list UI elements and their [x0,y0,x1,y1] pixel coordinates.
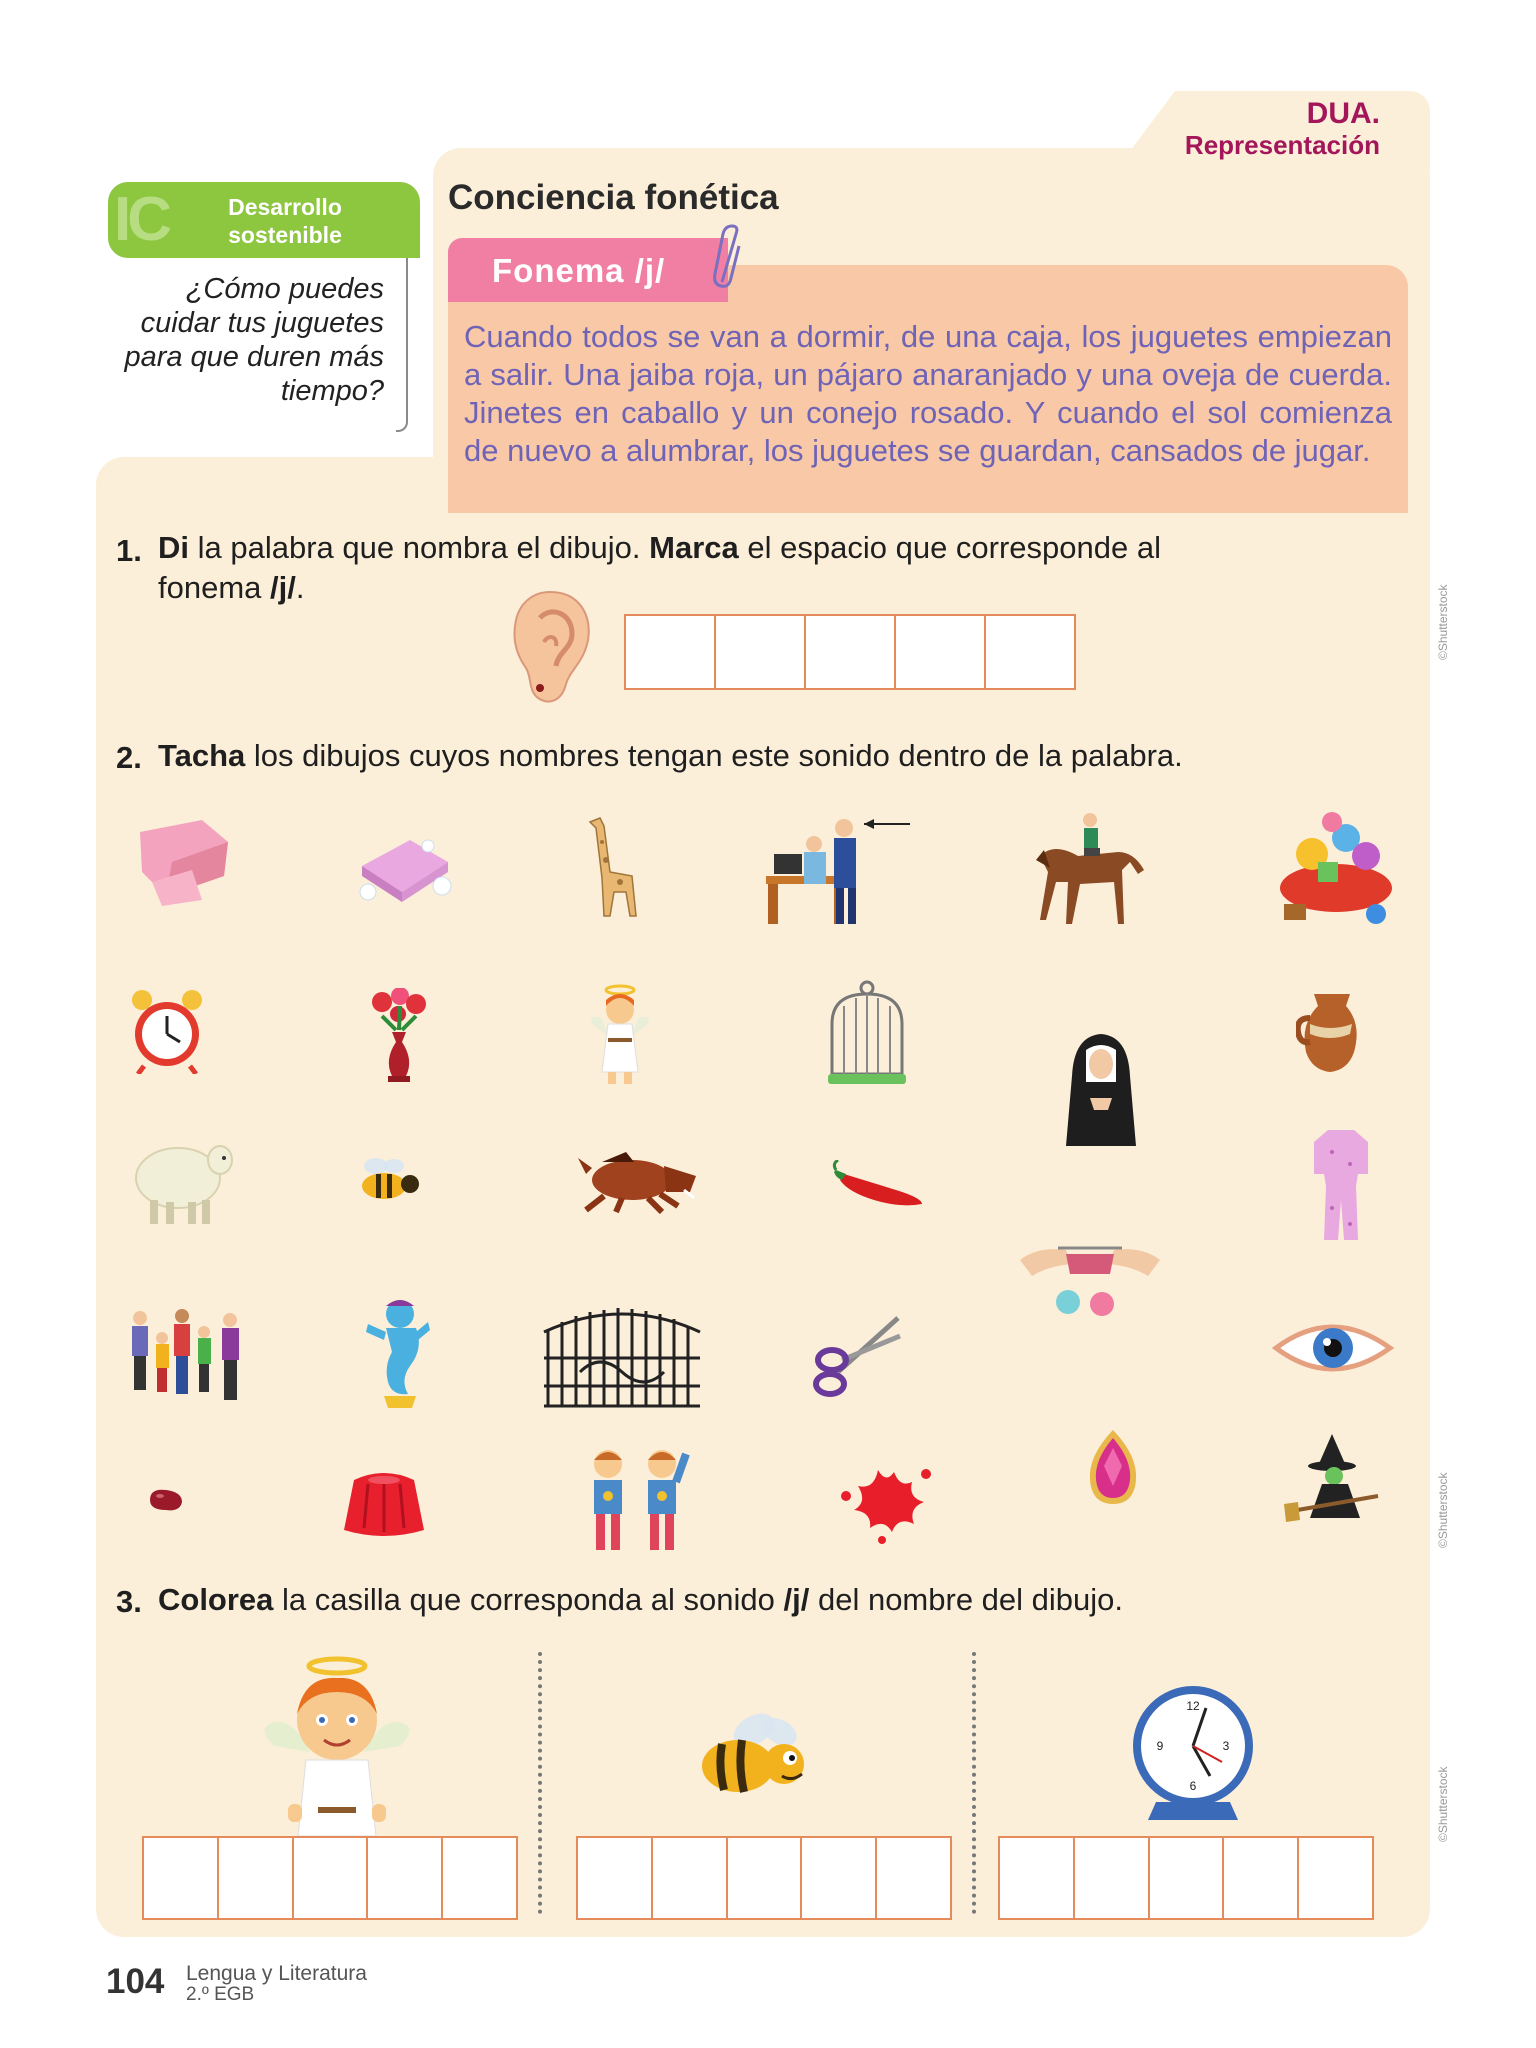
exercise1-number: 1. [116,533,142,568]
exercise1-line2b: . [295,570,305,605]
knitting-icon[interactable] [1018,1240,1162,1318]
answer-box[interactable] [626,616,716,688]
witch-icon[interactable] [1282,1432,1382,1538]
jelly-icon[interactable] [338,1470,430,1540]
exercise3-text1: la casilla que corresponda al sonido [273,1582,784,1617]
dua-subtitle: Representación [1184,130,1380,160]
exercise1-answer-boxes [624,614,1076,690]
warthog-icon[interactable] [572,1148,700,1214]
answer-box[interactable] [1224,1838,1299,1918]
exercise3-instruction [158,1580,1418,1620]
exercise1-instruction [158,528,1408,608]
soap-icon[interactable] [352,826,456,908]
ear-icon [510,588,592,708]
answer-box[interactable] [443,1838,516,1918]
svg-text:9: 9 [1156,1739,1164,1753]
dua-title: DUA. [1306,97,1380,130]
answer-box[interactable] [877,1838,950,1918]
jewel-icon[interactable] [1084,1426,1142,1508]
phoneme-label: Fonema /j/ [492,252,666,289]
badge-label [190,193,380,249]
svg-text:12: 12 [1186,1699,1200,1713]
nun-icon[interactable] [1064,1032,1138,1148]
column-separator [972,1652,976,1914]
exercise2-text: los dibujos cuyos nombres tengan este sonido dentro de la palabra. [245,738,1183,773]
answer-box[interactable] [294,1838,369,1918]
exercise1-verb1: Di [158,530,189,565]
column-separator [538,1652,542,1914]
exercise3-verb: Colorea [158,1582,274,1617]
ham-icon[interactable] [132,812,238,908]
story-text: Cuando todos se van a dormir, de una caja, los juguetes empiezan a salir. Una jaiba roja, un pájaro anaranjado y una oveja de cuerda. Jinetes en caballo y un conejo rosado. Y cuando el sol comienza de nuevo a alumbrar, los juguetes se guardan, cansados de jugar. [464,319,1392,468]
exercise3-answer-boxes-angel [142,1836,518,1920]
sheep-icon[interactable] [132,1132,234,1226]
twins-icon[interactable] [582,1444,692,1556]
exercise3-answer-boxes-clock [998,1836,1374,1920]
exercise3-number: 3. [116,1584,142,1619]
wall-clock-icon[interactable] [1126,1684,1260,1824]
image-credit: ©Shutterstock [1436,1472,1450,1548]
footer-grade: 2.º EGB [186,1984,255,2005]
image-credit: ©Shutterstock [1436,1766,1450,1842]
boss-icon[interactable] [764,810,912,928]
pajamas-icon[interactable] [1312,1128,1370,1242]
bee-icon[interactable] [698,1710,812,1806]
birdcage-icon[interactable] [826,980,908,1086]
answer-box[interactable] [1299,1838,1372,1918]
ic-logo-icon: IC [114,185,168,254]
angel-small-icon[interactable] [588,984,652,1088]
genie-icon[interactable] [362,1296,432,1410]
sidebar-bracket [396,258,408,432]
sidebar-question: ¿Cómo puedes cuidar tus juguetes para que duren más tiempo? [124,273,384,407]
badge-label-line2: sostenible [228,222,342,248]
exercise1-line2a: fonema [158,570,271,605]
answer-box[interactable] [806,616,896,688]
footer-subject: Lengua y Literatura [186,1962,367,1985]
badge-label-line1: Desarrollo [228,194,342,220]
toys-icon[interactable] [1276,808,1396,926]
exercise3-answer-boxes-bee [576,1836,952,1920]
scissors-icon[interactable] [812,1314,902,1398]
answer-box[interactable] [653,1838,728,1918]
exercise2-verb: Tacha [158,738,246,773]
svg-text:6: 6 [1189,1779,1197,1793]
rider-icon[interactable] [1026,812,1156,928]
chili-pepper-icon[interactable] [830,1160,926,1212]
answer-box[interactable] [716,616,806,688]
answer-box[interactable] [1075,1838,1150,1918]
angel-icon[interactable] [254,1656,420,1836]
answer-box[interactable] [219,1838,294,1918]
answer-box[interactable] [1000,1838,1075,1918]
image-credit: ©Shutterstock [1436,584,1450,660]
paperclip-icon [712,224,746,294]
answer-box[interactable] [896,616,986,688]
alarm-clock-icon[interactable] [128,990,206,1074]
exercise3-text2: del nombre del dibujo. [809,1582,1124,1617]
exercise1-text2: el espacio que corresponde al [738,530,1161,565]
bean-icon[interactable] [146,1486,186,1514]
exercise1-verb2: Marca [649,530,739,565]
answer-box[interactable] [986,616,1074,688]
answer-box[interactable] [802,1838,877,1918]
gate-icon[interactable] [540,1302,704,1408]
giraffe-icon[interactable] [580,812,642,922]
page-number: 104 [106,1962,165,2001]
jug-icon[interactable] [1296,990,1366,1074]
answer-box[interactable] [1150,1838,1225,1918]
exercise2-number: 2. [116,740,142,775]
exercise2-instruction [158,736,1418,776]
answer-box[interactable] [144,1838,219,1918]
svg-text:3: 3 [1222,1739,1230,1753]
bee-small-icon[interactable] [354,1154,422,1206]
vase-flowers-icon[interactable] [370,988,428,1084]
paint-splash-icon[interactable] [838,1454,934,1544]
answer-box[interactable] [578,1838,653,1918]
answer-box[interactable] [728,1838,803,1918]
exercise1-text1: la palabra que nombra el dibujo. [189,530,650,565]
exercise1-phoneme: /j/ [270,570,296,605]
people-group-icon[interactable] [126,1308,252,1404]
eye-icon[interactable] [1272,1316,1394,1378]
exercise3-phoneme: /j/ [783,1582,810,1617]
answer-box[interactable] [368,1838,443,1918]
section-title: Conciencia fonética [448,178,779,217]
